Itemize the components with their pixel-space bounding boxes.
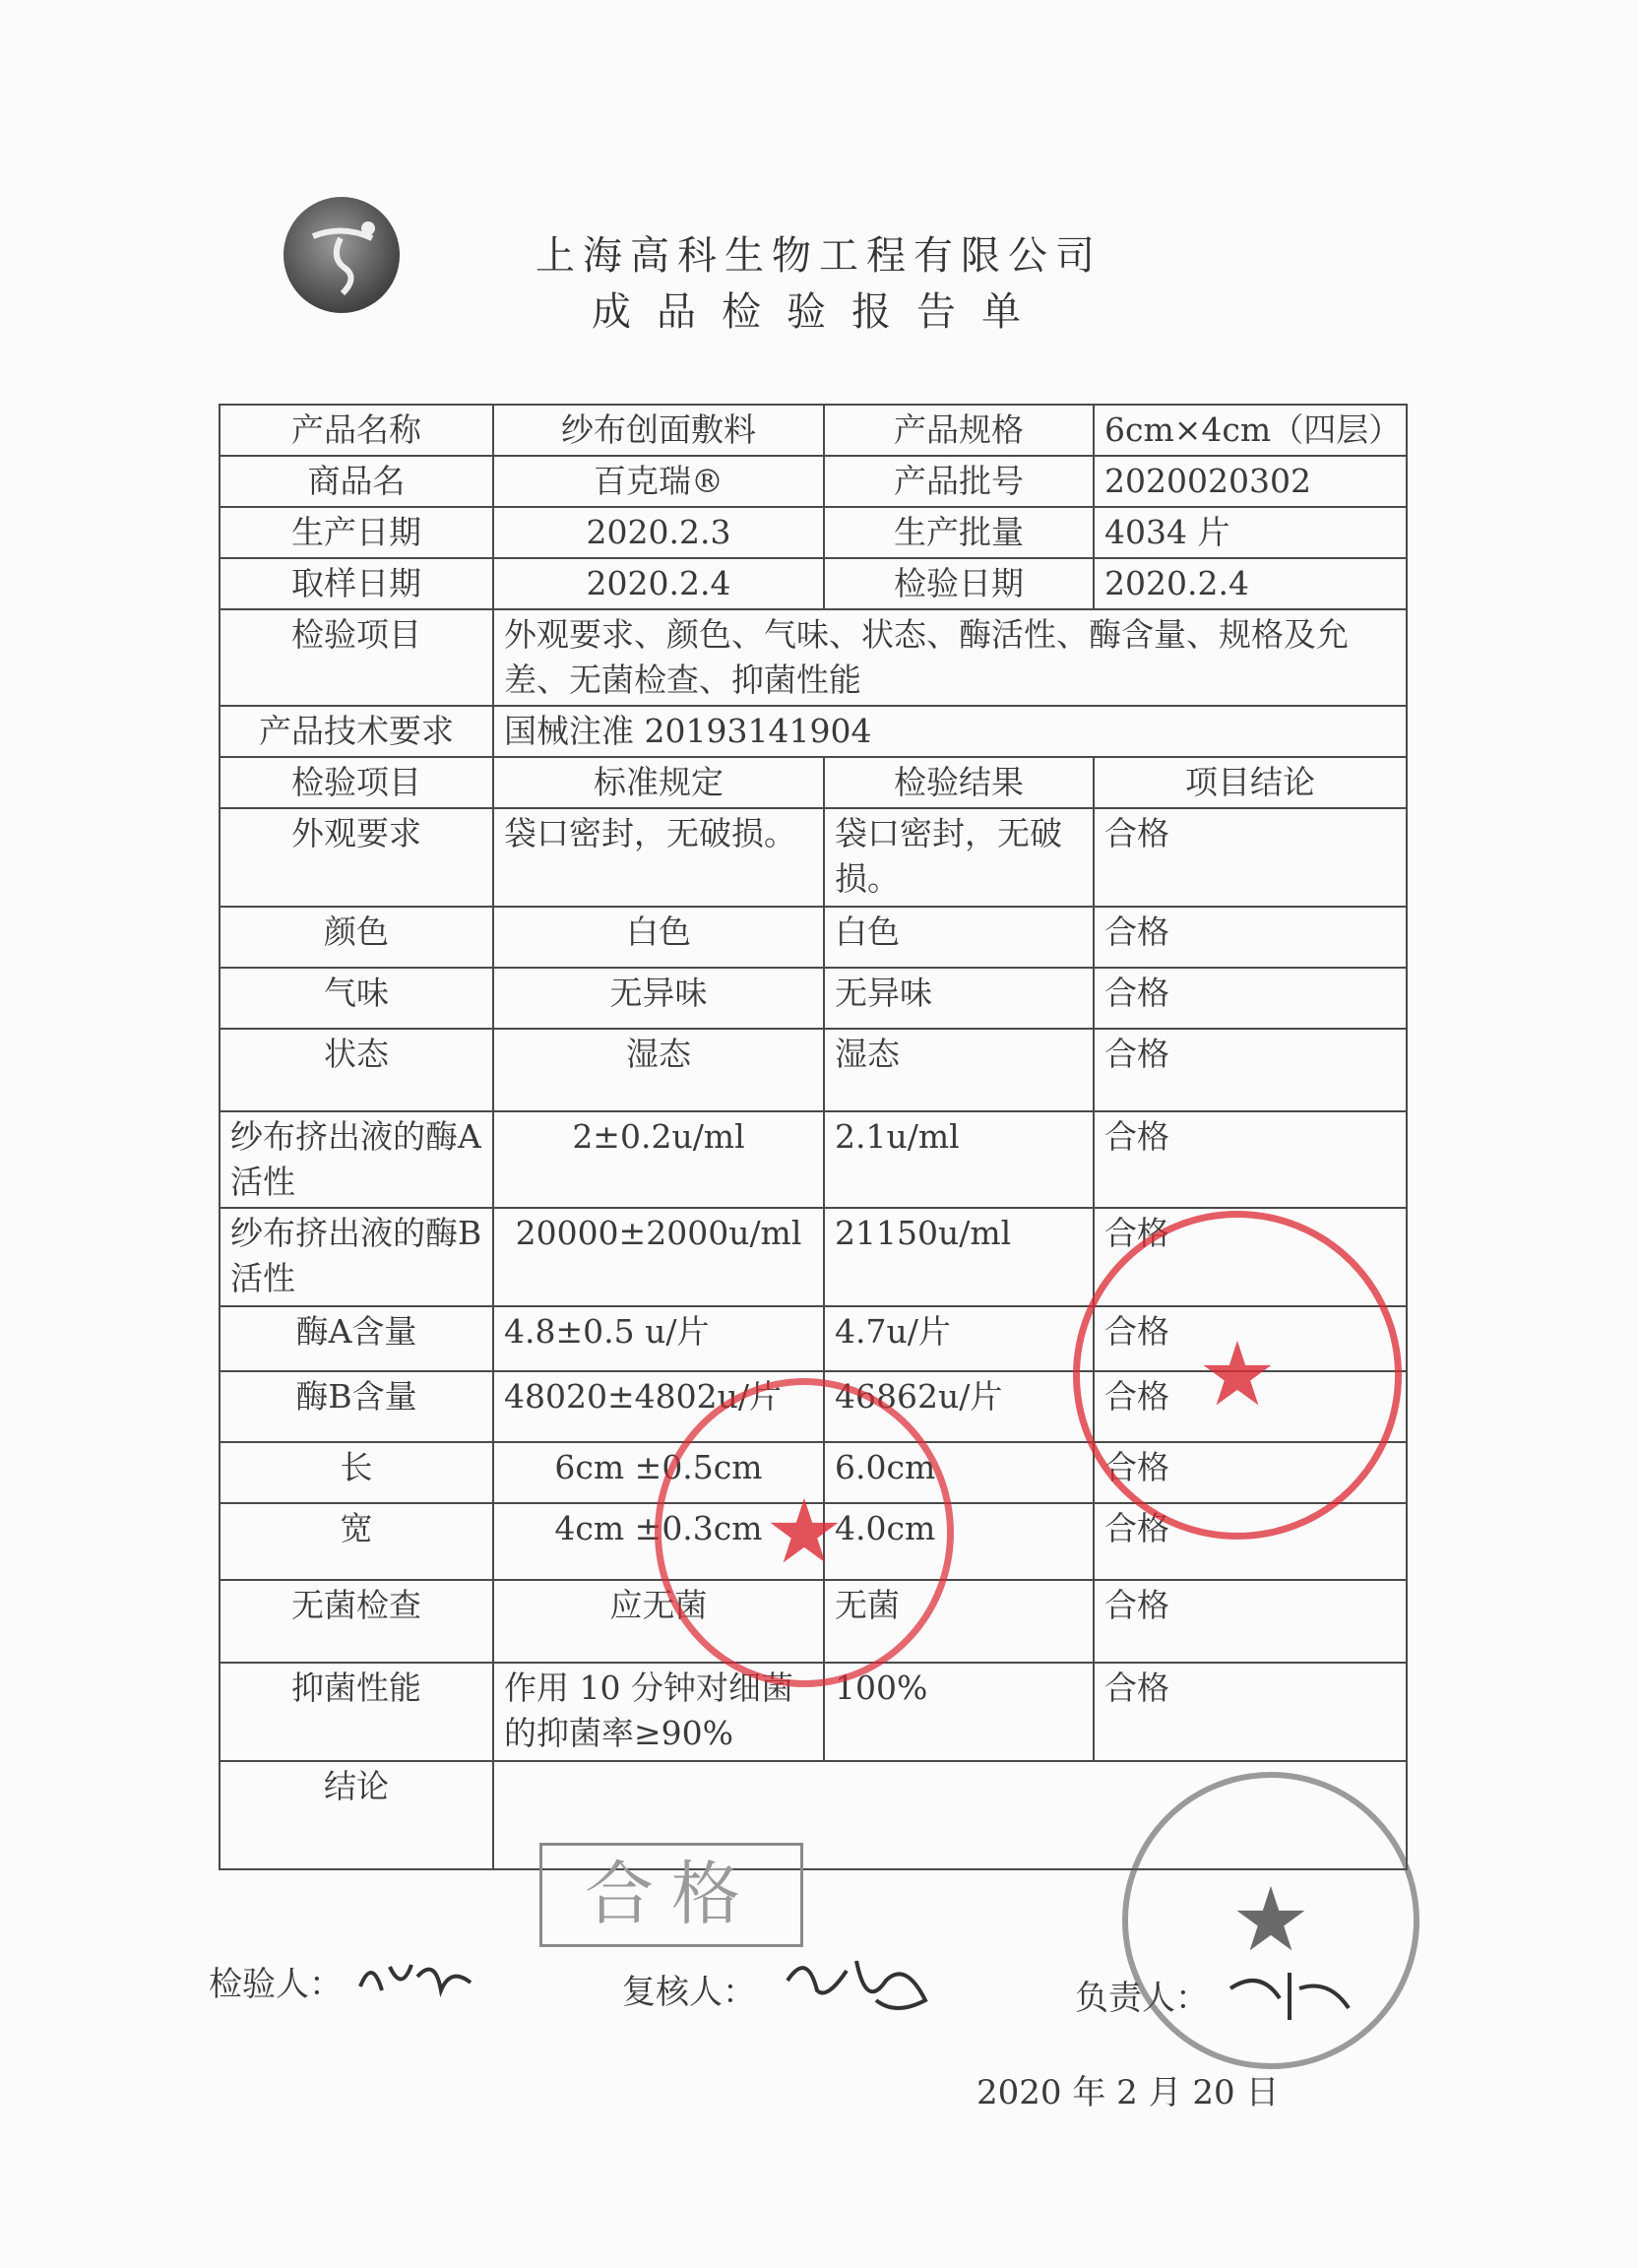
- result-standard: 袋口密封，无破损。: [493, 808, 824, 907]
- result-standard: 6cm ±0.5cm: [493, 1442, 824, 1503]
- result-conclusion: 合格: [1094, 1029, 1407, 1111]
- star-icon: ★: [1197, 1323, 1278, 1426]
- result-conclusion: 合格: [1094, 1371, 1407, 1442]
- items-label: 检验项目: [220, 609, 493, 706]
- batch-qty-value: 4034 片: [1094, 507, 1407, 558]
- sample-date-value: 2020.2.4: [493, 558, 824, 609]
- result-value: 无异味: [824, 968, 1094, 1029]
- prod-date-value: 2020.2.3: [493, 507, 824, 558]
- result-conclusion: 合格: [1094, 1442, 1407, 1503]
- spec-label: 产品规格: [824, 405, 1094, 456]
- trade-name-value: 百克瑞®: [493, 456, 824, 507]
- company-grey-seal: [1122, 1772, 1419, 2069]
- prod-date-label: 生产日期: [220, 507, 493, 558]
- result-standard: 湿态: [493, 1029, 824, 1111]
- tech-req-label: 产品技术要求: [220, 706, 493, 757]
- result-standard: 应无菌: [493, 1580, 824, 1663]
- result-conclusion: 合格: [1094, 1111, 1407, 1208]
- result-value: 46862u/片: [824, 1371, 1094, 1442]
- result-conclusion: 合格: [1094, 907, 1407, 968]
- result-standard: 20000±2000u/ml: [493, 1208, 824, 1306]
- table-row: [220, 1029, 1407, 1111]
- result-value: 6.0cm: [824, 1442, 1094, 1503]
- star-icon: ★: [764, 1480, 845, 1584]
- result-item: 宽: [220, 1503, 493, 1580]
- result-standard: 4.8±0.5 u/片: [493, 1306, 824, 1371]
- product-name-label: 产品名称: [220, 405, 493, 456]
- batch-no-label: 产品批号: [824, 456, 1094, 507]
- result-value: 袋口密封，无破损。: [824, 808, 1094, 907]
- test-date-label: 检验日期: [824, 558, 1094, 609]
- result-conclusion: 合格: [1094, 1580, 1407, 1663]
- result-standard: 4cm ±0.3cm: [493, 1503, 824, 1580]
- result-value: 无菌: [824, 1580, 1094, 1663]
- manager-label: 负责人：: [1075, 1979, 1209, 2018]
- inspector-signature: [352, 1947, 480, 2006]
- result-value: 白色: [824, 907, 1094, 968]
- test-date-value: 2020.2.4: [1094, 558, 1407, 609]
- batch-no-value: 2020020302: [1094, 456, 1407, 507]
- result-standard: 无异味: [493, 968, 824, 1029]
- company-red-seal: [1073, 1211, 1402, 1540]
- pass-stamp: 合格: [539, 1843, 803, 1947]
- star-icon: ★: [1230, 1868, 1311, 1972]
- results-header-row: [220, 757, 1407, 808]
- product-name-value: 纱布创面敷料: [493, 405, 824, 456]
- result-item: 纱布挤出液的酶B活性: [220, 1208, 493, 1306]
- result-conclusion: 合格: [1094, 1663, 1407, 1761]
- result-item: 状态: [220, 1029, 493, 1111]
- result-item: 颜色: [220, 907, 493, 968]
- header-standard: 标准规定: [493, 757, 824, 808]
- result-standard: 2±0.2u/ml: [493, 1111, 824, 1208]
- final-label: 结论: [220, 1761, 493, 1869]
- result-standard: 作用 10 分钟对细菌的抑菌率≥90%: [493, 1663, 824, 1761]
- header-item: 检验项目: [220, 757, 493, 808]
- company-name: 上海高科生物工程有限公司: [536, 233, 1102, 279]
- table-row: [220, 507, 1407, 558]
- reviewer-label: 复核人：: [622, 1973, 756, 2012]
- table-row: [220, 706, 1407, 757]
- result-value: 2.1u/ml: [824, 1111, 1094, 1208]
- spec-value: 6cm×4cm（四层）: [1094, 405, 1407, 456]
- table-row: [220, 907, 1407, 968]
- table-row: [220, 456, 1407, 507]
- report-title: 成品检验报告单: [592, 289, 1046, 335]
- result-item: 酶A含量: [220, 1306, 493, 1371]
- result-item: 纱布挤出液的酶A活性: [220, 1111, 493, 1208]
- result-value: 湿态: [824, 1029, 1094, 1111]
- result-value: 4.7u/片: [824, 1306, 1094, 1371]
- result-conclusion: 合格: [1094, 968, 1407, 1029]
- result-conclusion: 合格: [1094, 1208, 1407, 1306]
- items-value: 外观要求、颜色、气味、状态、酶活性、酶含量、规格及允差、无菌检查、抑菌性能: [493, 609, 1407, 706]
- result-value: 21150u/ml: [824, 1208, 1094, 1306]
- report-date: 2020 年 2 月 20 日: [976, 2073, 1280, 2112]
- inspection-red-seal: [655, 1378, 954, 1687]
- tech-req-value: 国械注准 20193141904: [493, 706, 1407, 757]
- result-item: 无菌检查: [220, 1580, 493, 1663]
- result-item: 抑菌性能: [220, 1663, 493, 1761]
- result-item: 外观要求: [220, 808, 493, 907]
- result-value: 100%: [824, 1663, 1094, 1761]
- result-item: 酶B含量: [220, 1371, 493, 1442]
- table-row: [220, 405, 1407, 456]
- sample-date-label: 取样日期: [220, 558, 493, 609]
- table-row: [220, 609, 1407, 706]
- trade-name-label: 商品名: [220, 456, 493, 507]
- table-row: [220, 808, 1407, 907]
- table-row: [220, 1111, 1407, 1208]
- result-standard: 白色: [493, 907, 824, 968]
- inspector-label: 检验人：: [209, 1965, 343, 2004]
- header-result: 检验结果: [824, 757, 1094, 808]
- result-item: 气味: [220, 968, 493, 1029]
- reviewer-signature: [778, 1941, 945, 2020]
- result-conclusion: 合格: [1094, 1306, 1407, 1371]
- header-conclusion: 项目结论: [1094, 757, 1407, 808]
- result-conclusion: 合格: [1094, 808, 1407, 907]
- table-row: [220, 968, 1407, 1029]
- table-row: [220, 558, 1407, 609]
- result-value: 4.0cm: [824, 1503, 1094, 1580]
- batch-qty-label: 生产批量: [824, 507, 1094, 558]
- result-conclusion: 合格: [1094, 1503, 1407, 1580]
- result-standard: 48020±4802u/片: [493, 1371, 824, 1442]
- result-item: 长: [220, 1442, 493, 1503]
